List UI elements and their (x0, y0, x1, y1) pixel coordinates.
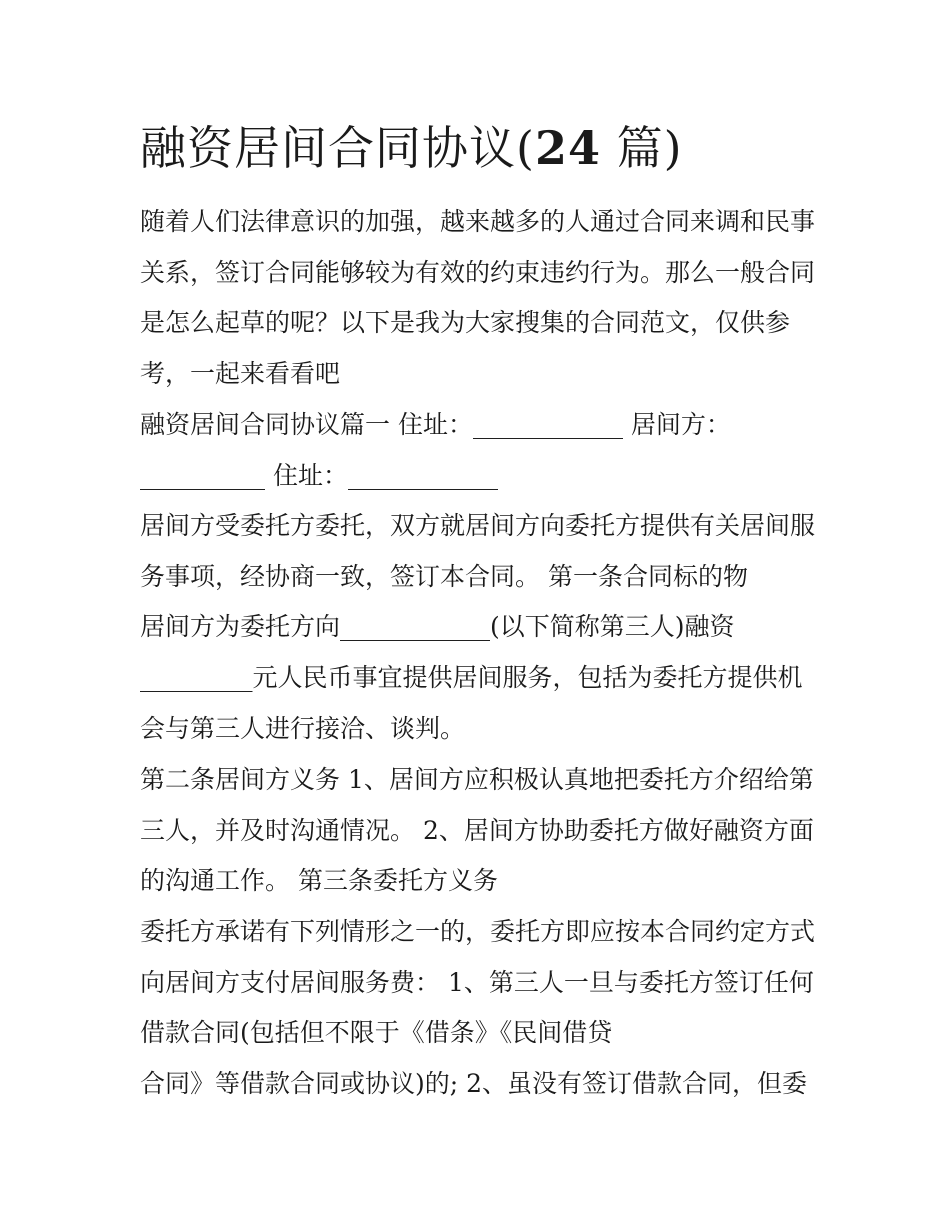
title-tail: 篇) (600, 121, 683, 175)
text-line: 关系，签订合同能够较为有效的约束违约行为。那么一般合同 (140, 258, 816, 287)
text-line: 借款合同(包括但不限于《借条》《民间借贷 (140, 1018, 613, 1047)
text-line: 合同》等借款合同或协议)的; 2、虽没有签订借款合同，但委 (140, 1069, 808, 1098)
text-line: __________ 住址：____________ (140, 461, 498, 490)
text-line: _________元人民币事宜提供居间服务，包括为委托方提供机 (140, 663, 803, 692)
document-title (140, 118, 683, 178)
text-line: 委托方承诺有下列情形之一的，委托方即应按本合同约定方式 (140, 917, 816, 946)
text-line: 居间方受委托方委托，双方就居间方向委托方提供有关居间服 (140, 511, 816, 540)
text-line: 考，一起来看看吧 (140, 359, 341, 388)
text-line: 第二条居间方义务 1、居间方应积极认真地把委托方介绍给第 (140, 765, 814, 794)
text-line: 会与第三人进行接洽、谈判。 (140, 714, 466, 743)
text-line: 随着人们法律意识的加强，越来越多的人通过合同来调和民事 (140, 207, 816, 236)
title-main: 融资居间合同协议( (140, 121, 535, 175)
text-line: 融资居间合同协议篇一 住址：____________ 居间方： (140, 410, 731, 439)
title-number: 24 (534, 121, 601, 175)
text-line: 居间方为委托方向____________(以下简称第三人)融资 (140, 612, 735, 641)
text-line: 的沟通工作。 第三条委托方义务 (140, 866, 498, 895)
text-line: 三人，并及时沟通情况。 2、居间方协助委托方做好融资方面 (140, 816, 814, 845)
text-line: 务事项，经协商一致，签订本合同。 第一条合同标的物 (140, 562, 748, 591)
text-line: 是怎么起草的呢？以下是我为大家搜集的合同范文，仅供参 (140, 308, 791, 337)
text-line: 向居间方支付居间服务费： 1、第三人一旦与委托方签订任何 (140, 968, 814, 997)
